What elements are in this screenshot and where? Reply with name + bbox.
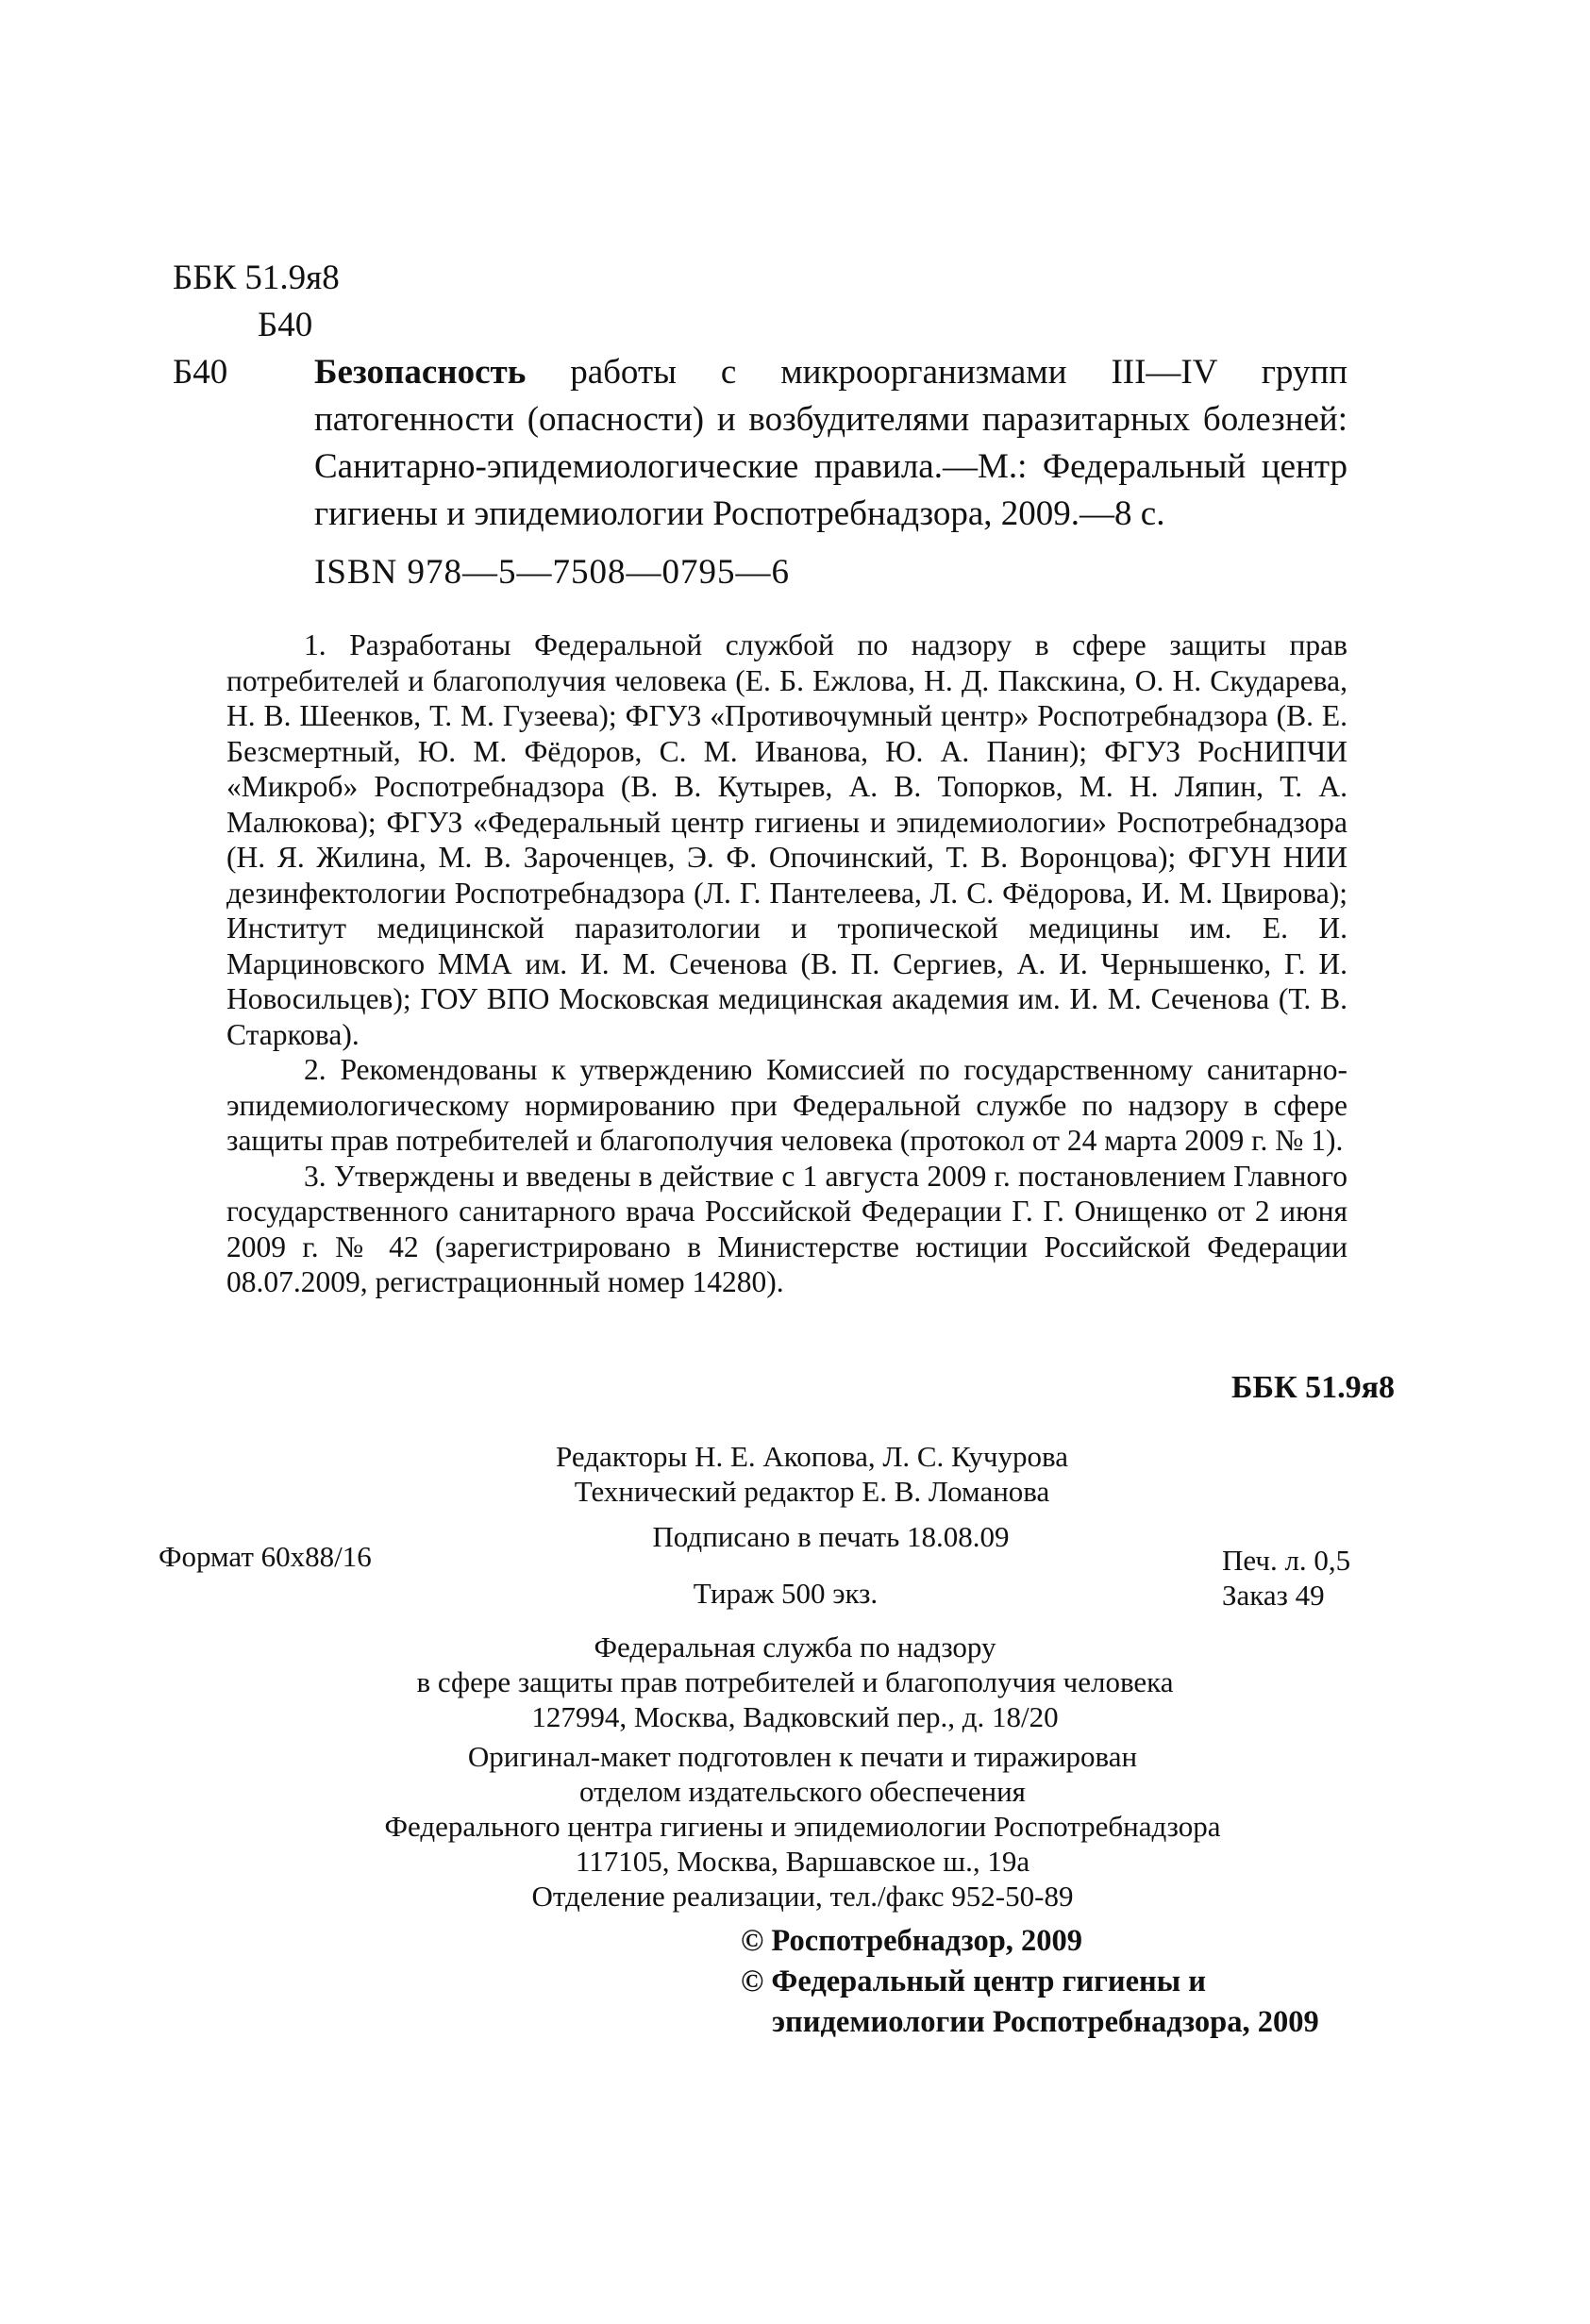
entry-text <box>314 349 1347 538</box>
entry-author-mark: Б40 <box>173 353 228 392</box>
note-item: 2. Рекомендованы к утверждению Комиссией по государственному санитарно-эпидемиологическому нормированию при Федеральной службе по надзору в сфере защиты прав потребителей и благополучия человека (протокол от 24 марта 2009 г. № 1). <box>226 1053 1347 1157</box>
circulation: Тираж 500 экз. <box>693 1577 879 1610</box>
editors: Редакторы Н. Е. Акопова, Л. С. Кучурова <box>556 1440 1068 1473</box>
publisher-line: в сфере защиты прав потребителей и благополучия человека <box>416 1665 1174 1698</box>
copyright-line: © Роспотребнадзор, 2009 <box>741 1924 1083 1958</box>
entry-title: Безопасность <box>314 353 527 392</box>
origin-line: отделом издательского обеспечения <box>579 1775 1026 1808</box>
origin-line: 117105, Москва, Варшавское ш., 19а <box>575 1845 1030 1878</box>
copyright-line: © Федеральный центр гигиены и <box>741 1965 1206 1998</box>
format: Формат 60x88/16 <box>159 1540 372 1573</box>
origin-line: Федерального центра гигиены и эпидемиологии Роспотребнадзора <box>384 1810 1221 1843</box>
notes <box>226 627 1347 1300</box>
bbk-bottom: ББК 51.9я8 <box>1230 1370 1395 1405</box>
origin-line: Оригинал-макет подготовлен к печати и тиражирован <box>467 1740 1138 1773</box>
copyright-line: эпидемиологии Роспотребнадзора, 2009 <box>772 2005 1319 2039</box>
order-number: Заказ 49 <box>1222 1579 1325 1612</box>
bibliographic-entry <box>173 349 1347 538</box>
author-mark: Б40 <box>258 306 313 344</box>
bbk-code: ББК 51.9я8 <box>173 259 340 297</box>
bbk-header <box>173 255 340 349</box>
entry-description: работы с микроорганизмами III—IV групп патогенности (опасности) и возбудителями паразитарных болезней: Санитарно-эпидемиологические правила.—М.: Федеральный центр гигиены и эпидемиологии Роспотребнадзора, 2009.—8 с. <box>314 353 1347 533</box>
editors-block <box>17 1439 1590 1509</box>
publisher-line: Федеральная служба по надзору <box>594 1630 996 1664</box>
publisher-block <box>0 1630 1590 1734</box>
isbn: ISBN 978—5—7508—0795—6 <box>314 553 791 592</box>
origin-line: Отделение реализации, тел./факс 952-50-89 <box>531 1880 1074 1913</box>
note-item: 3. Утверждены и введены в действие с 1 августа 2009 г. постановлением Главного государственного санитарного врача Российской Федерации Г. Г. Онищенко от 2 июня 2009 г. № 42 (зарегистрировано в Министерстве юстиции Российской Федерации 08.07.2009, регистрационный номер 14280). <box>226 1159 1347 1298</box>
tech-editor: Технический редактор Е. В. Ломанова <box>574 1475 1050 1508</box>
copyright-block <box>741 1921 1319 2043</box>
signed-date: Подписано в печать 18.08.09 <box>652 1520 1010 1553</box>
note-item: 1. Разработаны Федеральной службой по надзору в сфере защиты прав потребителей и благополучия человека (Е. Б. Ежлова, Н. Д. Пакскина, О. Н. Скударева, Н. В. Шеенков, Т. М. Гузеева); ФГУЗ «Противочумный центр» Роспотребнадзора (В. Е. Безсмертный, Ю. М. Фёдоров, С. М. Иванова, Ю. А. Панин); ФГУЗ РосНИПЧИ «Микроб» Роспотребнадзора (В. В. Кутырев, А. В. Топорков, М. Н. Ляпин, Т. А. Малюкова); ФГУЗ «Федеральный центр гигиены и эпидемиологии» Роспотребнадзора (Н. Я. Жилина, М. В. Зароченцев, Э. Ф. Опочинский, Т. В. Воронцова); ФГУН НИИ дезинфектологии Роспотребнадзора (Л. Г. Пантелеева, Л. С. Фёдорова, И. М. Цвирова); Институт медицинской паразитологии и тропической медицины им. Е. И. Марциновского ММА им. И. М. Сеченова (В. П. Сергиев, А. И. Чернышенко, Г. И. Новосильцев); ГОУ ВПО Московская медицинская академия им. И. М. Сеченова (Т. В. Старкова). <box>226 628 1347 1051</box>
origin-block <box>8 1739 1590 1914</box>
print-sheets: Печ. л. 0,5 <box>1222 1544 1351 1577</box>
publisher-line: 127994, Москва, Вадковский пер., д. 18/20 <box>531 1700 1059 1733</box>
